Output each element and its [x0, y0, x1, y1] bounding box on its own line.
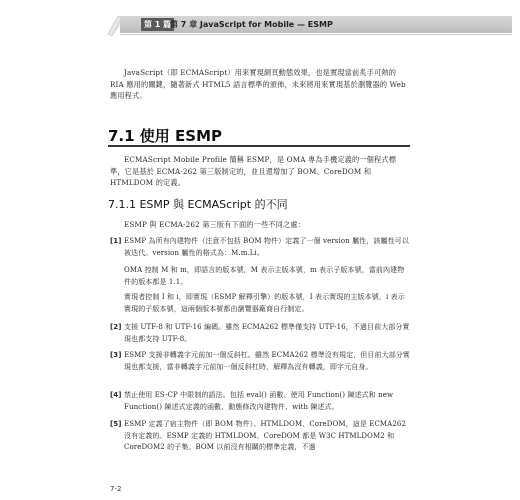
- list-item-text: ESMP 定義了宿主物件（即 BOM 物件）、HTMLDOM、CoreDOM，這是 ECMA262 沒有定義的。ESMP 定義的 HTMLDOM、CoreDOM 都是 W3C HTMLDOM2 和 CoreDOM2 的子集。BOM 以前沒有相關的標準定義，不過: [124, 420, 406, 451]
- list-item-note: OMA 控制 M 和 m，即語言的版本號，M 表示主版本號，m 表示子版本號，當前內建物件的版本都是 1.1。: [124, 266, 405, 286]
- list-item: [110, 419, 410, 454]
- page-number: 7-2: [110, 485, 122, 493]
- chapter-title: 第 7 章 JavaScript for Mobile — ESMP: [170, 20, 333, 29]
- section-paragraph: ECMAScript Mobile Profile 簡稱 ESMP，是 OMA 專為手機定義的一個程式標準，它是基於 ECMA-262 第三版制定的，並且還增加了 BOM、CoreDOM 和 HTMLDOM 的定義。: [110, 155, 397, 187]
- list-item-text: 禁止使用 ES-CP 中限制的語法。包括 eval() 函數、使用 Function() 陳述式和 new Function() 陳述式定義的函數、動態修改內建物件、with 陳述式。: [124, 391, 394, 411]
- header-divider: [120, 34, 512, 35]
- list-item-number: [4]: [110, 391, 122, 399]
- list-item: [110, 322, 410, 345]
- list-item-number: [1]: [110, 237, 122, 245]
- subsection-heading: 7.1.1 ESMP 與 ECMAScript 的不同: [108, 198, 288, 211]
- part-badge: 第 1 篇: [141, 18, 174, 31]
- section-heading-rule: [108, 145, 410, 147]
- list-item-number: [3]: [110, 351, 122, 359]
- list-item-number: [2]: [110, 323, 122, 331]
- section-heading: 7.1 使用 ESMP: [108, 127, 222, 145]
- list-item: [110, 390, 410, 413]
- subsection-intro: ESMP 與 ECMA-262 第三版有下面的一些不同之處：: [124, 220, 305, 229]
- list-item-text: ESMP 支援非轉義字元前加一個反斜杠。雖然 ECMA262 標準沒有規定，但目前大部分實現也都支援，當非轉義字元前加一個反斜杠時，解釋為沒有轉義，即字元自身。: [124, 351, 411, 371]
- list-item-text: 支援 UTF-8 和 UTF-16 編碼。雖然 ECMA262 標準僅支持 UTF-16，不過目前大部分實現也都支持 UTF-8。: [124, 323, 410, 343]
- intro-paragraph: JavaScript（即 ECMAScript）用來實現網頁動態效果，也是實現當前炙手可熱的 RIA 應用的關鍵，隨著新式 HTML5 語言標準的頒佈，未來將用來實現基於瀏覽器的 Web 應用程式。: [110, 68, 406, 100]
- list-item: [110, 350, 410, 373]
- list-item-note: 實現者控制 I 和 i，即實現（ESMP 解釋引擎）的版本號，I 表示實現的主版本號，i 表示實現的子版本號，這兩個版本號都由瀏覽器廠商自行制定。: [124, 293, 405, 313]
- list-item: [110, 236, 410, 259]
- list-item-number: [5]: [110, 420, 122, 428]
- list-item-text: ESMP 為所有內建物件（注意不包括 BOM 物件）定義了一個 version 屬性，該屬性可以被迭代。version 屬性的格式為：M.m.Li。: [124, 237, 409, 257]
